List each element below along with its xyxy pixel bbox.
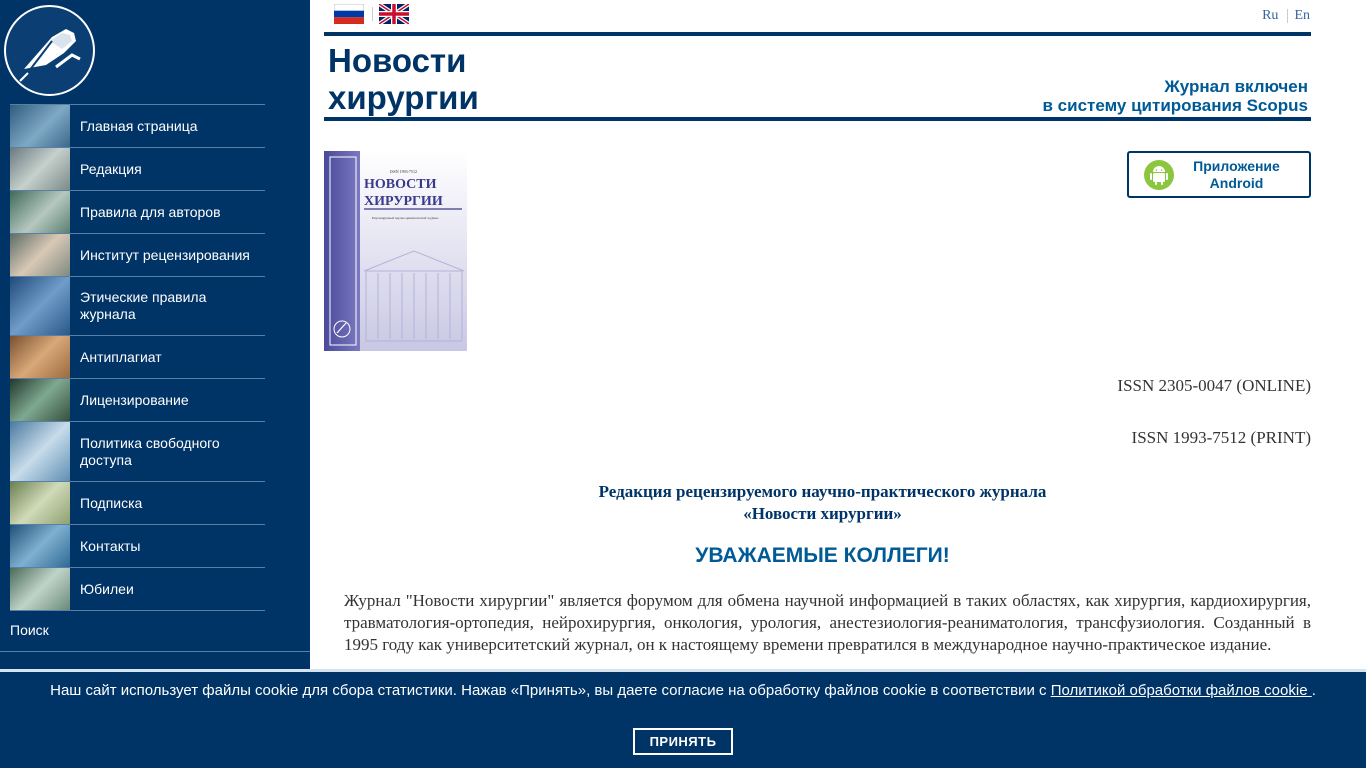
main-menu [10,104,265,611]
cookie-banner [0,669,1366,768]
menu-label: Правила для авторов [80,203,221,220]
menu-label: Институт рецензирования [80,246,250,263]
search-label: Поиск [10,622,49,638]
cookie-suffix: . [1311,682,1316,699]
lang-divider [1287,9,1288,23]
logo[interactable] [4,5,95,96]
journal-cover[interactable] [324,151,467,351]
cover-issn: ISSN 1993-7512 [390,169,418,174]
uk-flag-icon[interactable] [379,4,409,24]
issn-print: ISSN 1993-7512 (PRINT) [1131,428,1311,447]
cover-title-line-2: ХИРУРГИИ [364,194,443,209]
scopus-line-2: в систему цитирования Scopus [1042,96,1308,115]
search-link[interactable] [0,609,310,652]
cover-title-line-1: НОВОСТИ [364,177,437,192]
surgery-photo [10,422,70,481]
scalpel-hand-icon [6,7,93,94]
editorial-line-2: «Новости хирургии» [743,504,902,523]
menu-item-editorial[interactable] [10,148,265,191]
russian-flag-icon[interactable] [334,4,364,24]
site-title[interactable]: Новости хирургии [328,42,479,116]
surgery-photo [10,105,70,147]
menu-label: Главная страница [80,117,198,134]
surgery-photo [10,525,70,567]
menu-item-home[interactable] [10,105,265,148]
menu-item-subscription[interactable] [10,482,265,525]
cover-subtitle: Рецензируемый научно-практический журнал [372,216,439,220]
cookie-message [20,682,1346,699]
android-label-line-1: Приложение [1193,157,1280,174]
menu-item-anniversaries[interactable] [10,568,265,611]
android-icon [1144,160,1174,190]
surgery-photo [10,191,70,233]
surgery-photo [10,234,70,276]
menu-item-open-access[interactable] [10,422,265,482]
menu-item-licensing[interactable] [10,379,265,422]
menu-label: Политика свободного доступа [80,434,220,468]
android-app-button[interactable] [1127,151,1311,198]
editorial-line-1: Редакция рецензируемого научно-практического журнала [598,482,1047,501]
language-switch [1262,8,1310,24]
editorial-heading [324,481,1321,525]
flag-divider [372,7,373,21]
issn-online: ISSN 2305-0047 (ONLINE) [1117,376,1311,395]
greeting-heading: УВАЖАЕМЫЕ КОЛЛЕГИ! [695,544,950,567]
lang-en-link[interactable]: En [1294,8,1310,23]
menu-label: Подписка [80,494,143,511]
menu-item-contacts[interactable] [10,525,265,568]
surgery-photo [10,568,70,610]
scopus-notice [1042,77,1308,115]
menu-item-ethics[interactable] [10,277,265,336]
cookie-policy-link[interactable]: Политикой обработки файлов cookie [1050,682,1312,699]
cookie-text: Наш сайт использует файлы cookie для сбора статистики. Нажав «Принять», вы даете согласие на обработку файлов cookie в соответствии с [50,682,1051,699]
surgery-photo [10,277,70,335]
menu-label: Контакты [80,537,141,554]
menu-label: Лицензирование [80,391,189,408]
surgery-photo [10,482,70,524]
menu-label: Редакция [80,160,142,177]
menu-item-author-rules[interactable] [10,191,265,234]
intro-paragraph: Журнал "Новости хирургии" является форумом для обмена научной информацией в таких областях, как хирургия, кардиохирургия, травматология-ортопедия, нейрохирургия, онкология, урология, анестезиология-реаниматология, трансфузиология. Созданный в 1995 году как университетский журнал, он к настоящему времени превратился в международное научно-практическое издание. [344,591,1311,654]
scopus-line-1: Журнал включен [1164,77,1308,96]
accept-cookies-button[interactable]: ПРИНЯТЬ [633,728,733,755]
android-label-line-2: Android [1209,174,1264,191]
surgery-photo [10,379,70,421]
lang-ru-link[interactable]: Ru [1262,8,1279,23]
menu-label: Этические правила журнала [80,289,207,322]
sidebar [0,0,310,768]
menu-label: Антиплагиат [80,348,162,365]
header-rule-top [324,32,1311,36]
language-flags [334,4,409,24]
android-app-label [1174,158,1309,192]
menu-item-antiplagiarism[interactable] [10,336,265,379]
menu-label: Юбилеи [80,580,134,597]
surgery-photo [10,148,70,190]
menu-item-review-institute[interactable] [10,234,265,277]
surgery-photo [10,336,70,378]
header-rule-bottom [324,117,1311,121]
